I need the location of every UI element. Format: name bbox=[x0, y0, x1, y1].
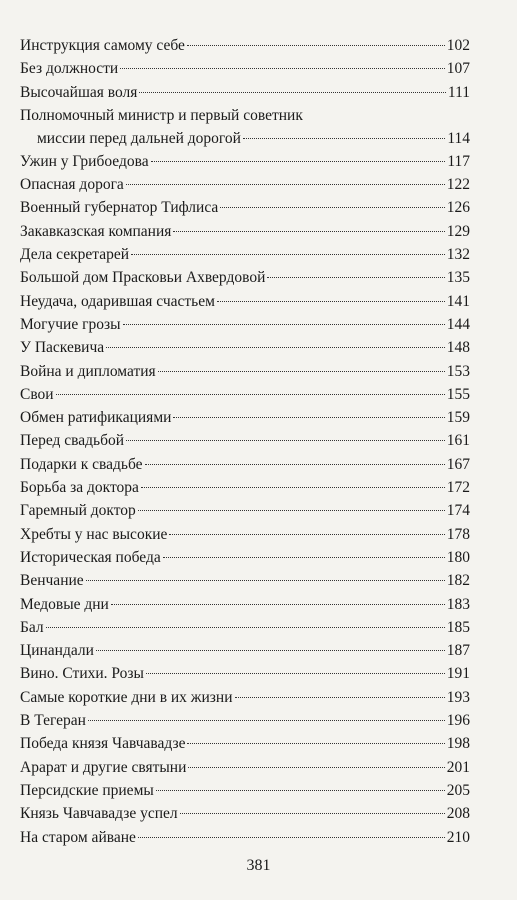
toc-entry-title: Перед свадьбой bbox=[20, 432, 125, 450]
dot-leader bbox=[180, 813, 445, 814]
dot-leader bbox=[146, 673, 445, 674]
toc-entry-title-continuation: миссии перед дальней дорогой bbox=[37, 129, 241, 147]
toc-entry bbox=[20, 709, 470, 732]
toc-entry bbox=[20, 569, 470, 592]
toc-entry bbox=[20, 732, 470, 755]
toc-entry bbox=[20, 81, 470, 104]
toc-entry-page: 111 bbox=[447, 83, 470, 101]
toc-entry-title: Борьба за доктора bbox=[20, 479, 139, 497]
toc-entry-title: Князь Чавчавадзе успел bbox=[20, 805, 178, 823]
toc-entry-page: 148 bbox=[446, 339, 470, 357]
toc-entry-page: 161 bbox=[446, 432, 470, 450]
dot-leader bbox=[187, 45, 445, 46]
dot-leader bbox=[46, 627, 445, 628]
dot-leader bbox=[235, 697, 445, 698]
toc-entry-page: 185 bbox=[446, 618, 470, 636]
dot-leader bbox=[243, 138, 445, 139]
toc-entry-title: Свои bbox=[20, 385, 54, 403]
toc-entry bbox=[20, 290, 470, 313]
toc-entry-page: 201 bbox=[446, 758, 470, 776]
toc-entry bbox=[20, 686, 470, 709]
toc-entry bbox=[20, 756, 470, 779]
toc-entry-page: 208 bbox=[446, 805, 470, 823]
dot-leader bbox=[106, 347, 445, 348]
toc-entry bbox=[20, 243, 470, 266]
table-of-contents bbox=[20, 34, 470, 849]
toc-entry bbox=[20, 779, 470, 802]
toc-entry-title: Арарат и другие святыни bbox=[20, 758, 187, 776]
toc-entry bbox=[20, 173, 470, 196]
toc-entry-title: Историческая победа bbox=[20, 548, 161, 566]
toc-entry-page: 135 bbox=[446, 269, 470, 287]
dot-leader bbox=[126, 184, 445, 185]
toc-entry-title: Ужин у Грибоедова bbox=[20, 152, 149, 170]
dot-leader bbox=[111, 604, 445, 605]
toc-entry bbox=[20, 266, 470, 289]
toc-entry-title: Закавказская компания bbox=[20, 222, 172, 240]
toc-entry bbox=[20, 313, 470, 336]
dot-leader bbox=[267, 277, 444, 278]
toc-entry-title: Хребты у нас высокие bbox=[20, 525, 168, 543]
toc-entry-page: 144 bbox=[446, 315, 470, 333]
toc-entry-title: На старом айване bbox=[20, 828, 136, 846]
toc-entry-page: 155 bbox=[446, 385, 470, 403]
toc-entry bbox=[20, 639, 470, 662]
toc-entry-page: 174 bbox=[446, 502, 470, 520]
toc-entry bbox=[20, 826, 470, 849]
toc-entry-page: 107 bbox=[446, 60, 470, 78]
dot-leader bbox=[173, 231, 444, 232]
toc-entry-title: Цинандали bbox=[20, 642, 94, 660]
toc-entry bbox=[20, 429, 470, 452]
toc-entry-title: Неудача, одарившая счастьем bbox=[20, 292, 215, 310]
toc-entry-title: Высочайшая воля bbox=[20, 83, 138, 101]
toc-entry-title: Опасная дорога bbox=[20, 176, 124, 194]
toc-entry bbox=[20, 593, 470, 616]
toc-entry bbox=[20, 476, 470, 499]
dot-leader bbox=[88, 720, 445, 721]
toc-entry bbox=[20, 383, 470, 406]
toc-entry-page: 196 bbox=[446, 712, 470, 730]
toc-entry bbox=[20, 220, 470, 243]
toc-entry-page: 129 bbox=[446, 222, 470, 240]
dot-leader bbox=[141, 487, 445, 488]
toc-entry-page: 193 bbox=[446, 688, 470, 706]
toc-entry bbox=[20, 196, 470, 219]
dot-leader bbox=[187, 743, 444, 744]
dot-leader bbox=[169, 534, 444, 535]
toc-entry bbox=[20, 57, 470, 80]
toc-entry-page: 187 bbox=[446, 642, 470, 660]
dot-leader bbox=[126, 440, 445, 441]
toc-entry-page: 198 bbox=[446, 735, 470, 753]
toc-entry-page: 132 bbox=[446, 246, 470, 264]
toc-entry-page: 167 bbox=[446, 455, 470, 473]
toc-entry-title: Победа князя Чавчавадзе bbox=[20, 735, 186, 753]
dot-leader bbox=[156, 790, 445, 791]
toc-entry-title: Могучие грозы bbox=[20, 315, 121, 333]
toc-entry-title: Самые короткие дни в их жизни bbox=[20, 688, 233, 706]
dot-leader bbox=[173, 417, 444, 418]
toc-entry-title: Медовые дни bbox=[20, 595, 109, 613]
toc-entry-title: Большой дом Прасковьи Ахвердовой bbox=[20, 269, 266, 287]
toc-entry-page: 159 bbox=[446, 409, 470, 427]
toc-entry-title: В Тегеран bbox=[20, 712, 86, 730]
toc-entry bbox=[20, 360, 470, 383]
toc-entry-title: Война и дипломатия bbox=[20, 362, 156, 380]
dot-leader bbox=[220, 207, 444, 208]
page-number: 381 bbox=[246, 857, 271, 874]
toc-entry-title: Дела секретарей bbox=[20, 246, 130, 264]
toc-entry-page: 182 bbox=[446, 572, 470, 590]
dot-leader bbox=[131, 254, 445, 255]
dot-leader bbox=[158, 371, 445, 372]
dot-leader bbox=[56, 394, 445, 395]
toc-entry-page: 180 bbox=[446, 548, 470, 566]
toc-entry bbox=[20, 523, 470, 546]
dot-leader bbox=[188, 767, 444, 768]
toc-entry-page: 205 bbox=[446, 781, 470, 799]
toc-entry-title: Вино. Стихи. Розы bbox=[20, 665, 144, 683]
toc-entry-page: 102 bbox=[446, 37, 470, 54]
toc-entry bbox=[20, 104, 470, 150]
toc-entry-title: Инструкция самому себе bbox=[20, 37, 185, 54]
toc-entry bbox=[20, 499, 470, 522]
toc-entry bbox=[20, 453, 470, 476]
toc-entry bbox=[20, 546, 470, 569]
toc-entry-title: Полномочный министр и первый советник bbox=[20, 106, 303, 124]
toc-entry-page: 178 bbox=[446, 525, 470, 543]
toc-entry-page: 141 bbox=[446, 292, 470, 310]
dot-leader bbox=[217, 301, 445, 302]
toc-entry-title: Персидские приемы bbox=[20, 781, 154, 799]
toc-entry-page: 153 bbox=[446, 362, 470, 380]
toc-entry-title: Обмен ратификациями bbox=[20, 409, 172, 427]
dot-leader bbox=[123, 324, 445, 325]
toc-entry-page: 114 bbox=[447, 129, 470, 147]
toc-entry-title: Бал bbox=[20, 618, 44, 636]
toc-entry-title: Подарки к свадьбе bbox=[20, 455, 143, 473]
toc-entry-page: 191 bbox=[446, 665, 470, 683]
dot-leader bbox=[138, 837, 445, 838]
toc-entry-title: Без должности bbox=[20, 60, 119, 78]
toc-entry bbox=[20, 802, 470, 825]
toc-entry-title: У Паскевича bbox=[20, 339, 105, 357]
toc-entry-page: 183 bbox=[446, 595, 470, 613]
dot-leader bbox=[138, 510, 445, 511]
dot-leader bbox=[145, 464, 445, 465]
dot-leader bbox=[86, 580, 445, 581]
toc-entry-page: 172 bbox=[446, 479, 470, 497]
toc-entry-page: 210 bbox=[446, 828, 470, 846]
toc-entry bbox=[20, 616, 470, 639]
dot-leader bbox=[151, 161, 446, 162]
toc-entry-title: Военный губернатор Тифлиса bbox=[20, 199, 219, 217]
toc-entry-page: 122 bbox=[446, 176, 470, 194]
toc-entry bbox=[20, 34, 470, 57]
dot-leader bbox=[163, 557, 445, 558]
toc-entry bbox=[20, 150, 470, 173]
toc-entry bbox=[20, 662, 470, 685]
toc-entry bbox=[20, 406, 470, 429]
toc-entry-title: Гаремный доктор bbox=[20, 502, 136, 520]
dot-leader bbox=[139, 92, 445, 93]
toc-entry-page: 117 bbox=[447, 152, 470, 170]
toc-entry-page: 126 bbox=[446, 199, 470, 217]
dot-leader bbox=[120, 68, 445, 69]
dot-leader bbox=[96, 650, 445, 651]
toc-entry-title: Венчание bbox=[20, 572, 84, 590]
toc-entry bbox=[20, 336, 470, 359]
